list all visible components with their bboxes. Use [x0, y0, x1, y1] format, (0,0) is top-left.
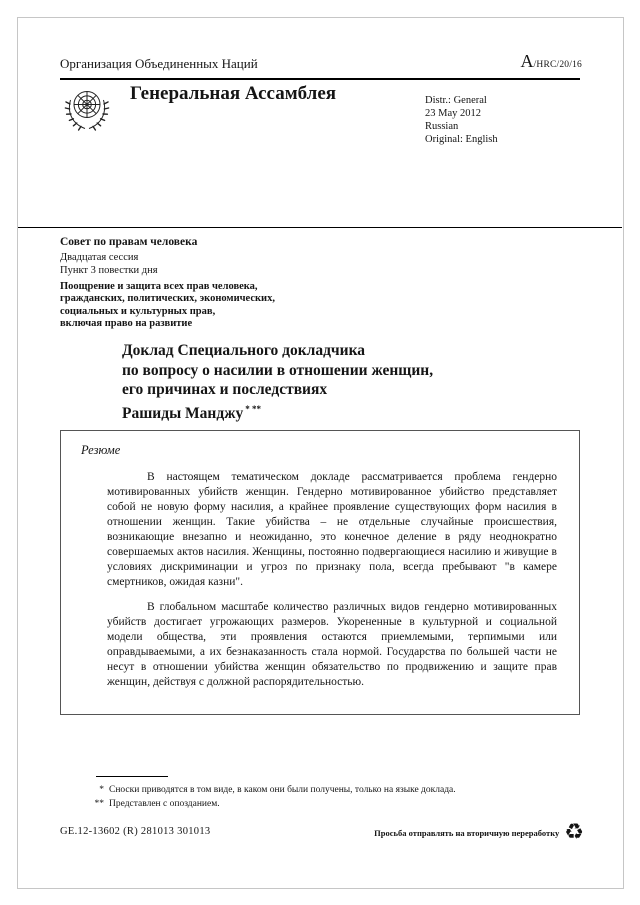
report-title-line [122, 400, 433, 424]
language-line: Russian [425, 121, 459, 132]
page-footer [60, 820, 584, 845]
footnote-mark: ** [94, 798, 104, 809]
agenda-title-line: включая право на развитие [60, 318, 193, 329]
agenda-title-line: Поощрение и защита всех прав человека, [60, 280, 258, 292]
distr-line: Distr.: General [425, 95, 487, 106]
summary-heading: Резюме [81, 443, 121, 457]
document-code: GE.12-13602 (R) 281013 301013 [60, 826, 211, 837]
footnote-marks: * ** [245, 403, 261, 414]
summary-paragraph: В глобальном масштабе количество различных видов гендерно мотивированных убийств достигает угрожающих размеров. Укорененные в культурной и социальной модели общества, эти проявления остаются приемлемыми, терпимыми или оправдываемыми, а их безнаказанность стала нормой. Государства по большей части не несут в отношении убийства женщин обязательство по продвижению и защите прав женщин, действуя с должной распорядительностью. [107, 601, 557, 688]
summary-paragraph: В настоящем тематическом докладе рассматривается проблема гендерно мотивированных убийств женщин. Гендерно мотивированное убийство представляет собой не новую форму насилия, а крайнее проявление существующих форм насилия в отношении женщин. Такие убийства – не отдельные случайные происшествия, возникающие внезапно и неожиданно, это конечное деление в ряду неоднократно совершаемых актов насилия. Женщины, постоянно подвергающиеся насилию и живущие в условиях дискриминации и угроз по признаку пола, всегда пребывают "в камере смертников, ожидая казни". [107, 471, 557, 588]
footnotes [60, 776, 580, 811]
session-block [60, 236, 275, 331]
report-title-line: Доклад Специального докладчика [122, 342, 366, 359]
recycle-icon: ♻ [564, 820, 584, 845]
summary-box [60, 430, 580, 715]
session-number: Двадцатая сессия [60, 251, 139, 263]
date-line: 23 May 2012 [425, 108, 481, 119]
footnote-item [60, 784, 580, 797]
agenda-title-line: социальных и культурных прав, [60, 305, 216, 317]
footnote-separator [96, 776, 168, 777]
recycle-note [374, 822, 584, 844]
document-symbol [521, 51, 582, 72]
council-name: Совет по правам человека [60, 236, 198, 248]
original-language-line: Original: English [425, 134, 498, 145]
section-rule [18, 227, 622, 228]
report-author: Рашиды Манджу [122, 404, 244, 422]
report-title [122, 341, 433, 423]
agenda-title [60, 281, 275, 331]
report-title-line: по вопросу о насилии в отношении женщин, [122, 361, 434, 379]
report-title-line: его причинах и последствиях [122, 381, 328, 398]
recycle-text: Просьба отправлять на вторичную переработку [374, 828, 560, 838]
footnote-text: Представлен с опозданием. [109, 798, 220, 809]
footnote-mark: * [99, 785, 104, 795]
agenda-item: Пункт 3 повестки дня [60, 265, 158, 276]
agenda-title-line: гражданских, политических, экономических, [60, 293, 275, 304]
distribution-info [425, 94, 498, 146]
un-emblem-icon [60, 83, 114, 137]
symbol-sub: /HRC/20/16 [533, 60, 582, 70]
footnote-text: Сноски приводятся в том виде, в каком они были получены, только на языке доклада. [109, 785, 456, 795]
symbol-main: A [520, 51, 534, 71]
footnote-item [60, 798, 580, 811]
org-name: Организация Объединенных Наций [60, 56, 258, 71]
header-rule [60, 78, 580, 80]
body-title: Генеральная Ассамблея [130, 83, 337, 104]
